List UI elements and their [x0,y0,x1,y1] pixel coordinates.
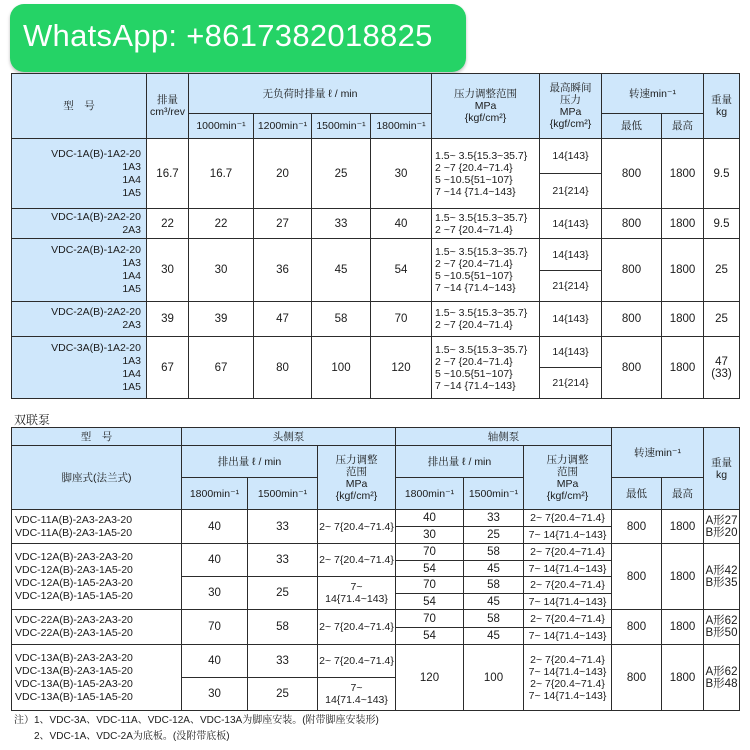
shaft-flow-1500: 33 [463,509,524,527]
row-pressure-range: 1.5~ 3.5{15.3~35.7} 2 ~7 {20.4~71.4} [431,208,540,239]
shaft-pressure: 2~ 7{20.4~71.4} [523,509,612,527]
header-speed: 1500min⁻¹ [311,113,371,139]
row-rpm-max: 1800 [661,644,704,711]
header-rpm-min: 最低 [611,477,662,510]
shaft-flow-1500: 58 [463,543,524,561]
header-rpm-max: 最高 [661,113,704,139]
row-flow: 70 [370,301,432,337]
row-model: VDC-3A(B)-1A2-20 1A3 1A4 1A5 [11,336,147,399]
row-displacement: 39 [146,301,189,337]
row-model: VDC-1A(B)-2A2-20 2A3 [11,208,147,239]
head-flow-1800: 40 [181,644,248,678]
row-rpm-min: 800 [601,301,662,337]
shaft-flow-1500: 100 [463,644,524,711]
row-flow: 30 [188,238,254,302]
single-pump-spec-table [12,74,740,399]
header-weight: 重量 kg [703,427,740,510]
row-rpm-max: 1800 [661,509,704,544]
head-flow-1800: 30 [181,576,248,610]
header-speed: 1500min⁻¹ [463,477,524,510]
head-flow-1500: 33 [247,644,318,678]
shaft-flow-1800: 30 [395,526,464,544]
footnote-1: 注）1、VDC-3A、VDC-11A、VDC-12A、VDC-13A为脚座安装。(附带脚座安装形) [14,715,379,726]
shaft-pressure: 2~ 7{20.4~71.4} [523,576,612,594]
shaft-flow-1800: 54 [395,627,464,645]
shaft-flow-1800: 70 [395,576,464,594]
shaft-pressure: 7~ 14{71.4~143} [523,627,612,645]
row-displacement: 67 [146,336,189,399]
shaft-pressure: 2~ 7{20.4~71.4} 7~ 14{71.4~143} 2~ 7{20.4~71.4} 7~ 14{71.4~143} [523,644,612,711]
header-speed: 1800min⁻¹ [395,477,464,510]
row-max-pressure: 14{143} [539,208,602,239]
shaft-flow-1500: 45 [463,627,524,645]
shaft-pressure: 7~ 14{71.4~143} [523,593,612,610]
row-max-pressure: 21{214} [539,367,602,399]
row-pressure-range: 1.5~ 3.5{15.3~35.7} 2 ~7 {20.4~71.4} 5 ~10.5{51~107} 7 ~14 {71.4~143} [431,138,540,209]
head-flow-1500: 25 [247,576,318,610]
row-flow: 30 [370,138,432,209]
shaft-flow-1800: 70 [395,543,464,561]
shaft-flow-1500: 25 [463,526,524,544]
row-flow: 39 [188,301,254,337]
shaft-flow-1500: 45 [463,560,524,577]
row-flow: 36 [253,238,312,302]
row-displacement: 22 [146,208,189,239]
head-pressure: 2~ 7{20.4~71.4} [317,644,396,678]
row-flow: 45 [311,238,371,302]
row-displacement: 16.7 [146,138,189,209]
row-flow: 20 [253,138,312,209]
header-model: 型 号 [11,427,182,446]
row-flow: 22 [188,208,254,239]
row-max-pressure: 21{214} [539,173,602,209]
header-model: 型 号 [11,73,147,139]
head-flow-1500: 58 [247,609,318,645]
header-rpm: 转速min⁻¹ [611,427,704,478]
row-rpm-max: 1800 [661,609,704,645]
header-speed: 1200min⁻¹ [253,113,312,139]
row-rpm-max: 1800 [661,208,704,239]
row-displacement: 30 [146,238,189,302]
head-pressure: 7~ 14{71.4~143} [317,576,396,610]
header-noload-flow: 无负荷时排量 ℓ / min [188,73,432,114]
row-weight: A形62 B形50 [703,609,740,645]
head-flow-1800: 30 [181,677,248,711]
header-weight: 重量 kg [703,73,740,139]
shaft-flow-1800: 120 [395,644,464,711]
head-flow-1500: 25 [247,677,318,711]
whatsapp-banner [10,4,466,72]
header-rpm: 转速min⁻¹ [601,73,704,114]
head-pressure: 7~ 14{71.4~143} [317,677,396,711]
row-rpm-min: 800 [601,238,662,302]
row-flow: 80 [253,336,312,399]
row-rpm-min: 800 [601,208,662,239]
row-model: VDC-2A(B)-2A2-20 2A3 [11,301,147,337]
header-rpm-max: 最高 [661,477,704,510]
row-weight: 9.5 [703,138,740,209]
row-model: VDC-1A(B)-1A2-20 1A3 1A4 1A5 [11,138,147,209]
head-flow-1800: 70 [181,609,248,645]
row-rpm-max: 1800 [661,543,704,610]
row-weight: 47 (33) [703,336,740,399]
row-max-pressure: 14{143} [539,336,602,368]
row-models: VDC-22A(B)-2A3-2A3-20 VDC-22A(B)-2A3-1A5-20 [11,609,182,645]
row-flow: 58 [311,301,371,337]
row-flow: 100 [311,336,371,399]
row-max-pressure: 21{214} [539,270,602,302]
row-rpm-max: 1800 [661,138,704,209]
row-models: VDC-13A(B)-2A3-2A3-20 VDC-13A(B)-2A3-1A5-20 VDC-13A(B)-1A5-2A3-20 VDC-13A(B)-1A5-1A5-20 [11,644,182,711]
header-head-discharge: 排出量 ℓ / min [181,445,318,478]
row-weight: 9.5 [703,208,740,239]
shaft-flow-1500: 45 [463,593,524,610]
header-speed: 1800min⁻¹ [181,477,248,510]
row-flow: 27 [253,208,312,239]
header-displacement: 排量 cm³/rev [146,73,189,139]
double-pump-section-title: 双联泵 [14,413,51,427]
shaft-flow-1800: 54 [395,560,464,577]
head-pressure: 2~ 7{20.4~71.4} [317,609,396,645]
head-pressure: 2~ 7{20.4~71.4} [317,509,396,544]
shaft-flow-1800: 70 [395,609,464,628]
row-pressure-range: 1.5~ 3.5{15.3~35.7} 2 ~7 {20.4~71.4} 5 ~10.5{51~107} 7 ~14 {71.4~143} [431,238,540,302]
header-shaft-pressure: 压力调整 范围 MPa {kgf/cm²} [523,445,612,510]
row-model: VDC-2A(B)-1A2-20 1A3 1A4 1A5 [11,238,147,302]
header-head-pump: 头侧泵 [181,427,396,446]
row-rpm-min: 800 [611,509,662,544]
row-models: VDC-11A(B)-2A3-2A3-20 VDC-11A(B)-2A3-1A5-20 [11,509,182,544]
shaft-pressure: 7~ 14{71.4~143} [523,526,612,544]
head-flow-1500: 33 [247,509,318,544]
row-flow: 40 [370,208,432,239]
shaft-flow-1500: 58 [463,576,524,594]
head-pressure: 2~ 7{20.4~71.4} [317,543,396,577]
header-speed: 1500min⁻¹ [247,477,318,510]
row-pressure-range: 1.5~ 3.5{15.3~35.7} 2 ~7 {20.4~71.4} 5 ~10.5{51~107} 7 ~14 {71.4~143} [431,336,540,399]
head-flow-1800: 40 [181,509,248,544]
head-flow-1800: 40 [181,543,248,577]
row-flow: 54 [370,238,432,302]
row-rpm-max: 1800 [661,336,704,399]
header-head-pressure: 压力调整 范围 MPa {kgf/cm²} [317,445,396,510]
header-shaft-discharge: 排出量 ℓ / min [395,445,524,478]
head-flow-1500: 33 [247,543,318,577]
row-flow: 67 [188,336,254,399]
row-rpm-min: 800 [601,138,662,209]
header-max-pressure: 最高瞬间 压力 MPa {kgf/cm²} [539,73,602,139]
header-speed: 1000min⁻¹ [188,113,254,139]
shaft-flow-1800: 54 [395,593,464,610]
shaft-pressure: 2~ 7{20.4~71.4} [523,609,612,628]
row-flow: 120 [370,336,432,399]
shaft-pressure: 7~ 14{71.4~143} [523,560,612,577]
row-rpm-min: 800 [611,644,662,711]
shaft-flow-1800: 40 [395,509,464,527]
row-rpm-max: 1800 [661,301,704,337]
row-rpm-min: 800 [601,336,662,399]
row-weight: 25 [703,301,740,337]
row-rpm-max: 1800 [661,238,704,302]
row-flow: 25 [311,138,371,209]
header-speed: 1800min⁻¹ [370,113,432,139]
header-shaft-pump: 轴侧泵 [395,427,612,446]
row-flow: 47 [253,301,312,337]
row-flow: 16.7 [188,138,254,209]
row-max-pressure: 14{143} [539,138,602,174]
row-weight: A形27 B形20 [703,509,740,544]
row-weight: A形62 B形48 [703,644,740,711]
row-rpm-min: 800 [611,609,662,645]
row-flow: 33 [311,208,371,239]
double-pump-spec-table [12,428,740,711]
row-weight: A形42 B形35 [703,543,740,610]
shaft-pressure: 2~ 7{20.4~71.4} [523,543,612,561]
row-max-pressure: 14{143} [539,238,602,271]
footnote-2: 2、VDC-1A、VDC-2A为底板。(没附带底板) [34,731,230,742]
shaft-flow-1500: 58 [463,609,524,628]
row-rpm-min: 800 [611,543,662,610]
header-rpm-min: 最低 [601,113,662,139]
row-max-pressure: 14{143} [539,301,602,337]
row-pressure-range: 1.5~ 3.5{15.3~35.7} 2 ~7 {20.4~71.4} [431,301,540,337]
row-models: VDC-12A(B)-2A3-2A3-20 VDC-12A(B)-2A3-1A5-20 VDC-12A(B)-1A5-2A3-20 VDC-12A(B)-1A5-1A5-20 [11,543,182,610]
header-pressure-range: 压力调整范围 MPa {kgf/cm²} [431,73,540,139]
row-weight: 25 [703,238,740,302]
header-mount-type: 脚座式(法兰式) [11,445,182,510]
whatsapp-contact-text: WhatsApp: +8617382018825 [23,18,433,53]
